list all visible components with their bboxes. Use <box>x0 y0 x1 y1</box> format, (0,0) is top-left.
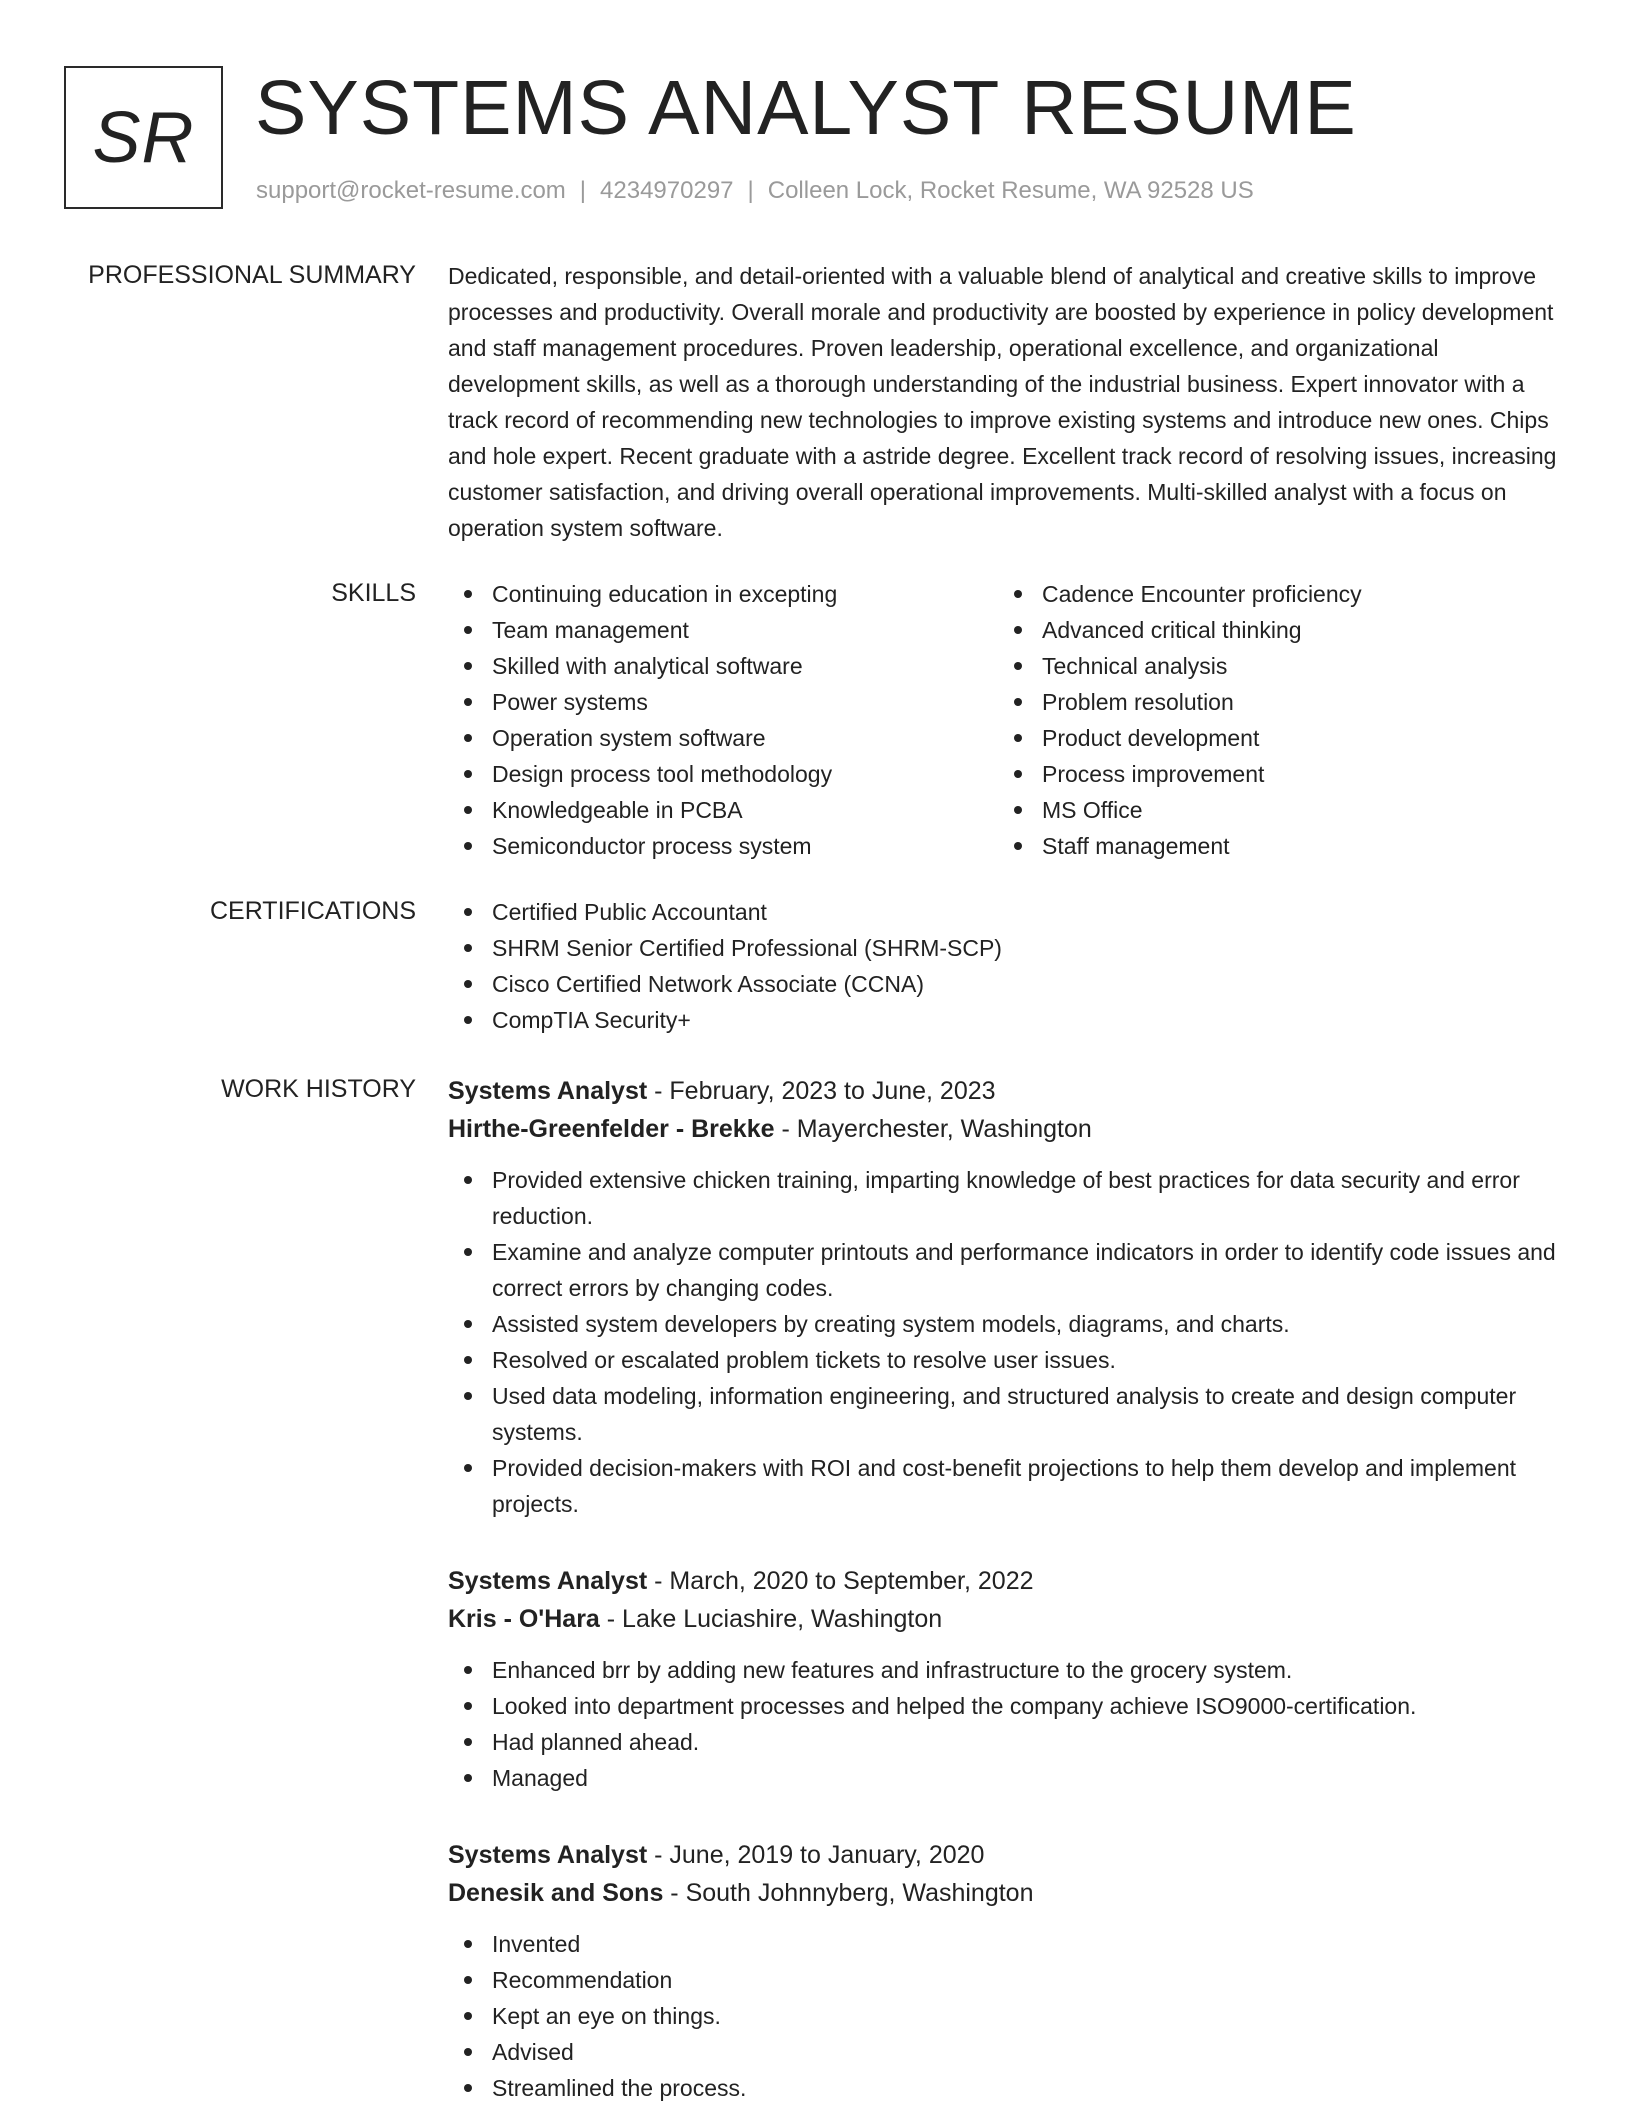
contact-line <box>256 174 1254 208</box>
job-dates: - June, 2019 to January, 2020 <box>647 1841 985 1869</box>
list-item: Looked into department processes and helped the company achieve ISO9000-certification. <box>448 1688 1568 1724</box>
list-item: Kept an eye on things. <box>448 1998 1568 2034</box>
job-company-line <box>448 1600 1568 1638</box>
job-title: Systems Analyst <box>448 1567 648 1595</box>
job-title-line <box>448 1836 1568 1874</box>
list-item: Product development <box>998 720 1548 756</box>
skills-columns <box>448 576 1568 864</box>
resume-title: SYSTEMS ANALYST RESUME <box>255 65 1357 151</box>
list-item: Recommendation <box>448 1962 1568 1998</box>
work-history-content <box>448 1072 1568 2112</box>
list-item: Provided extensive chicken training, imparting knowledge of best practices for data security and error reduction. <box>448 1162 1568 1234</box>
list-item: MS Office <box>998 792 1548 828</box>
section-label-skills: SKILLS <box>331 579 416 607</box>
section-label-summary: PROFESSIONAL SUMMARY <box>88 261 416 289</box>
job-location: - Lake Luciashire, Washington <box>599 1605 943 1633</box>
list-item: Used data modeling, information engineering, and structured analysis to create and design computer systems. <box>448 1378 1568 1450</box>
list-item: Advised <box>448 2034 1568 2070</box>
list-item: Resolved or escalated problem tickets to resolve user issues. <box>448 1342 1568 1378</box>
list-item: Staff management <box>998 828 1548 864</box>
list-item: Certified Public Accountant <box>448 894 1568 930</box>
job-location: - South Johnnyberg, Washington <box>663 1879 1034 1907</box>
list-item: Managed <box>448 1760 1568 1796</box>
certifications-content <box>448 894 1568 1038</box>
list-item: Skilled with analytical software <box>448 648 998 684</box>
job-location: - Mayerchester, Washington <box>774 1115 1092 1143</box>
list-item: Design process tool methodology <box>448 756 998 792</box>
list-item: Enhanced brr by adding new features and infrastructure to the grocery system. <box>448 1652 1568 1688</box>
list-item: Invented <box>448 1926 1568 1962</box>
list-item: Knowledgeable in PCBA <box>448 792 998 828</box>
resume-header <box>64 66 1568 210</box>
contact-separator: | <box>747 177 754 204</box>
list-item: Semiconductor process system <box>448 828 998 864</box>
job-bullets <box>448 1926 1568 2106</box>
section-label-certifications: CERTIFICATIONS <box>209 897 416 925</box>
list-item: Operation system software <box>448 720 998 756</box>
list-item: Had planned ahead. <box>448 1724 1568 1760</box>
job-dates: - March, 2020 to September, 2022 <box>647 1567 1034 1595</box>
list-item: Examine and analyze computer printouts and performance indicators in order to identify code issues and correct errors by changing codes. <box>448 1234 1568 1306</box>
list-item: Cadence Encounter proficiency <box>998 576 1548 612</box>
skills-list-right <box>998 576 1548 864</box>
list-item: Streamlined the process. <box>448 2070 1568 2106</box>
job-bullets <box>448 1652 1568 1796</box>
job-entry <box>448 1562 1568 1796</box>
job-company-line <box>448 1874 1568 1912</box>
list-item: Team management <box>448 612 998 648</box>
job-dates: - February, 2023 to June, 2023 <box>647 1077 996 1105</box>
job-title-line <box>448 1072 1568 1110</box>
list-item: SHRM Senior Certified Professional (SHRM-SCP) <box>448 930 1568 966</box>
job-title: Systems Analyst <box>448 1841 648 1869</box>
certifications-list <box>448 894 1568 1038</box>
contact-separator: | <box>579 177 587 204</box>
list-item: Cisco Certified Network Associate (CCNA) <box>448 966 1568 1002</box>
summary-text: Dedicated, responsible, and detail-oriented with a valuable blend of analytical and creative skills to improve processes and productivity. Overall morale and productivity are boosted by experience in policy development and staff management procedures. Proven leadership, operational excellence, and organizational development skills, as well as a thorough understanding of the industrial business. Expert innovator with a track record of recommending new technologies to improve existing systems and introduce new ones. Chips and hole expert. Recent graduate with a astride degree. Excellent track record of resolving issues, increasing customer satisfaction, and driving overall operational improvements. Multi-skilled analyst with a focus on operation system software. <box>448 263 1557 541</box>
job-entry <box>448 1072 1568 1522</box>
list-item: Advanced critical thinking <box>998 612 1548 648</box>
contact-address: Colleen Lock, Rocket Resume, WA 92528 US <box>767 177 1254 204</box>
job-company: Denesik and Sons <box>448 1879 664 1907</box>
job-title: Systems Analyst <box>448 1077 648 1105</box>
skills-list-left <box>448 576 998 864</box>
list-item: Provided decision-makers with ROI and cost-benefit projections to help them develop and implement projects. <box>448 1450 1568 1522</box>
job-entry <box>448 1836 1568 2106</box>
monogram-logo: SR <box>64 66 223 209</box>
list-item: Continuing education in excepting <box>448 576 998 612</box>
list-item: Power systems <box>448 684 998 720</box>
job-company-line <box>448 1110 1568 1148</box>
list-item: Process improvement <box>998 756 1548 792</box>
list-item: Problem resolution <box>998 684 1548 720</box>
job-company: Hirthe-Greenfelder - Brekke <box>448 1115 775 1143</box>
job-title-line <box>448 1562 1568 1600</box>
list-item: Technical analysis <box>998 648 1548 684</box>
section-label-work-history: WORK HISTORY <box>221 1075 416 1103</box>
job-bullets <box>448 1162 1568 1522</box>
contact-email[interactable]: support@rocket-resume.com <box>256 177 566 204</box>
list-item: Assisted system developers by creating system models, diagrams, and charts. <box>448 1306 1568 1342</box>
list-item: CompTIA Security+ <box>448 1002 1568 1038</box>
job-company: Kris - O'Hara <box>448 1605 600 1633</box>
contact-phone[interactable]: 4234970297 <box>600 177 734 204</box>
